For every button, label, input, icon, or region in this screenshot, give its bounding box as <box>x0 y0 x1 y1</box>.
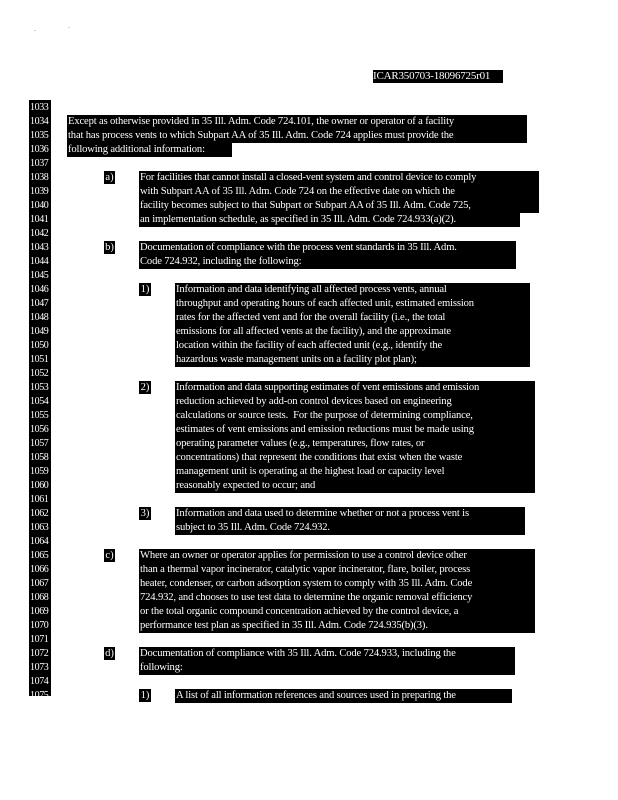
text-line: Information and data identifying all affected process vents, annual <box>175 283 530 297</box>
item-label: d) <box>105 648 114 659</box>
text-line: hazardous waste management units on a facility plot plan); <box>175 353 530 367</box>
item-label: c) <box>105 550 114 561</box>
line-number: 1075 <box>30 690 49 701</box>
line-number: 1051 <box>30 354 49 365</box>
line-number: 1036 <box>30 144 49 155</box>
line-number: 1053 <box>30 382 49 393</box>
text-line: or the total organic compound concentration achieved by the control device, a <box>139 605 535 619</box>
item-label: b) <box>105 242 114 253</box>
text-line: For facilities that cannot install a closed-vent system and control device to comply <box>139 171 539 185</box>
line-number: 1041 <box>30 214 49 225</box>
subitem-label: 1) <box>140 284 150 295</box>
line-number: 1054 <box>30 396 49 407</box>
line-number: 1068 <box>30 592 49 603</box>
text-line: A list of all information references and sources used in preparing the <box>175 689 512 703</box>
text-line: Code 724.932, including the following: <box>139 255 516 269</box>
line-number: 1048 <box>30 312 49 323</box>
text-line: operating parameter values (e.g., temperatures, flow rates, or <box>175 437 535 451</box>
text-line: Information and data supporting estimates of vent emissions and emission <box>175 381 535 395</box>
text-line: an implementation schedule, as specified in 35 Ill. Adm. Code 724.933(a)(2). <box>139 213 520 227</box>
line-number: 1034 <box>30 116 49 127</box>
text-line: performance test plan as specified in 35 Ill. Adm. Code 724.935(b)(3). <box>139 619 535 633</box>
line-number: 1060 <box>30 480 49 491</box>
line-number: 1037 <box>30 158 49 169</box>
line-number: 1074 <box>30 676 49 687</box>
line-number: 1042 <box>30 228 49 239</box>
text-line: 724.932, and chooses to use test data to determine the organic removal efficiency <box>139 591 535 605</box>
line-number: 1069 <box>30 606 49 617</box>
line-number: 1033 <box>30 102 49 113</box>
line-number: 1070 <box>30 620 49 631</box>
text-line: Documentation of compliance with 35 Ill. Adm. Code 724.933, including the <box>139 647 515 661</box>
text-line: location within the facility of each affected unit (e.g., identify the <box>175 339 530 353</box>
line-number: 1061 <box>30 494 49 505</box>
line-number: 1072 <box>30 648 49 659</box>
line-number: 1040 <box>30 200 49 211</box>
scan-speck <box>34 30 36 31</box>
subitem-label: 3) <box>140 508 150 519</box>
line-number: 1047 <box>30 298 49 309</box>
text-line: reasonably expected to occur; and <box>175 479 535 493</box>
line-number: 1044 <box>30 256 49 267</box>
text-line: Information and data used to determine whether or not a process vent is <box>175 507 525 521</box>
text-line: throughput and operating hours of each affected unit, estimated emission <box>175 297 530 311</box>
text-line: emissions for all affected vents at the facility), and the approximate <box>175 325 530 339</box>
text-line: following: <box>139 661 515 675</box>
line-number: 1065 <box>30 550 49 561</box>
text-line: reduction achieved by add-on control devices based on engineering <box>175 395 535 409</box>
line-number: 1062 <box>30 508 49 519</box>
item-label: a) <box>105 172 114 183</box>
line-number: 1043 <box>30 242 49 253</box>
line-number: 1071 <box>30 634 49 645</box>
subitem-label: 2) <box>140 382 150 393</box>
text-line: facility becomes subject to that Subpart or Subpart AA of 35 Ill. Adm. Code 725, <box>139 199 539 213</box>
text-line: Except as otherwise provided in 35 Ill. Adm. Code 724.101, the owner or operator of a facility <box>67 115 527 129</box>
line-number: 1058 <box>30 452 49 463</box>
line-number: 1052 <box>30 368 49 379</box>
text-line: concentrations) that represent the conditions that exist when the waste <box>175 451 535 465</box>
line-number: 1050 <box>30 340 49 351</box>
line-number: 1049 <box>30 326 49 337</box>
text-line: with Subpart AA of 35 Ill. Adm. Code 724 on the effective date on which the <box>139 185 539 199</box>
document-header-code: ICAR350703-18096725r01 <box>373 70 503 83</box>
text-line: Documentation of compliance with the process vent standards in 35 Ill. Adm. <box>139 241 516 255</box>
line-number: 1063 <box>30 522 49 533</box>
scan-speck <box>68 27 70 28</box>
line-number: 1067 <box>30 578 49 589</box>
text-line: management unit is operating at the highest load or capacity level <box>175 465 535 479</box>
text-line: rates for the affected vent and for the overall facility (i.e., the total <box>175 311 530 325</box>
line-number: 1055 <box>30 410 49 421</box>
line-number: 1066 <box>30 564 49 575</box>
text-line: calculations or source tests. For the purpose of determining compliance, <box>175 409 535 423</box>
subitem-label: 1) <box>140 690 150 701</box>
text-line: Where an owner or operator applies for permission to use a control device other <box>139 549 535 563</box>
text-line: following additional information: <box>67 143 232 157</box>
line-number: 1035 <box>30 130 49 141</box>
line-number: 1046 <box>30 284 49 295</box>
line-number: 1039 <box>30 186 49 197</box>
text-line: subject to 35 Ill. Adm. Code 724.932. <box>175 521 525 535</box>
line-number: 1057 <box>30 438 49 449</box>
line-number: 1045 <box>30 270 49 281</box>
line-number: 1064 <box>30 536 49 547</box>
text-line: heater, condenser, or carbon adsorption system to comply with 35 Ill. Adm. Code <box>139 577 535 591</box>
line-number: 1073 <box>30 662 49 673</box>
line-number: 1056 <box>30 424 49 435</box>
text-line: that has process vents to which Subpart AA of 35 Ill. Adm. Code 724 applies must provide the <box>67 129 527 143</box>
line-number: 1038 <box>30 172 49 183</box>
text-line: estimates of vent emissions and emission reductions must be made using <box>175 423 535 437</box>
text-line: than a thermal vapor incinerator, catalytic vapor incinerator, flare, boiler, process <box>139 563 535 577</box>
line-number: 1059 <box>30 466 49 477</box>
